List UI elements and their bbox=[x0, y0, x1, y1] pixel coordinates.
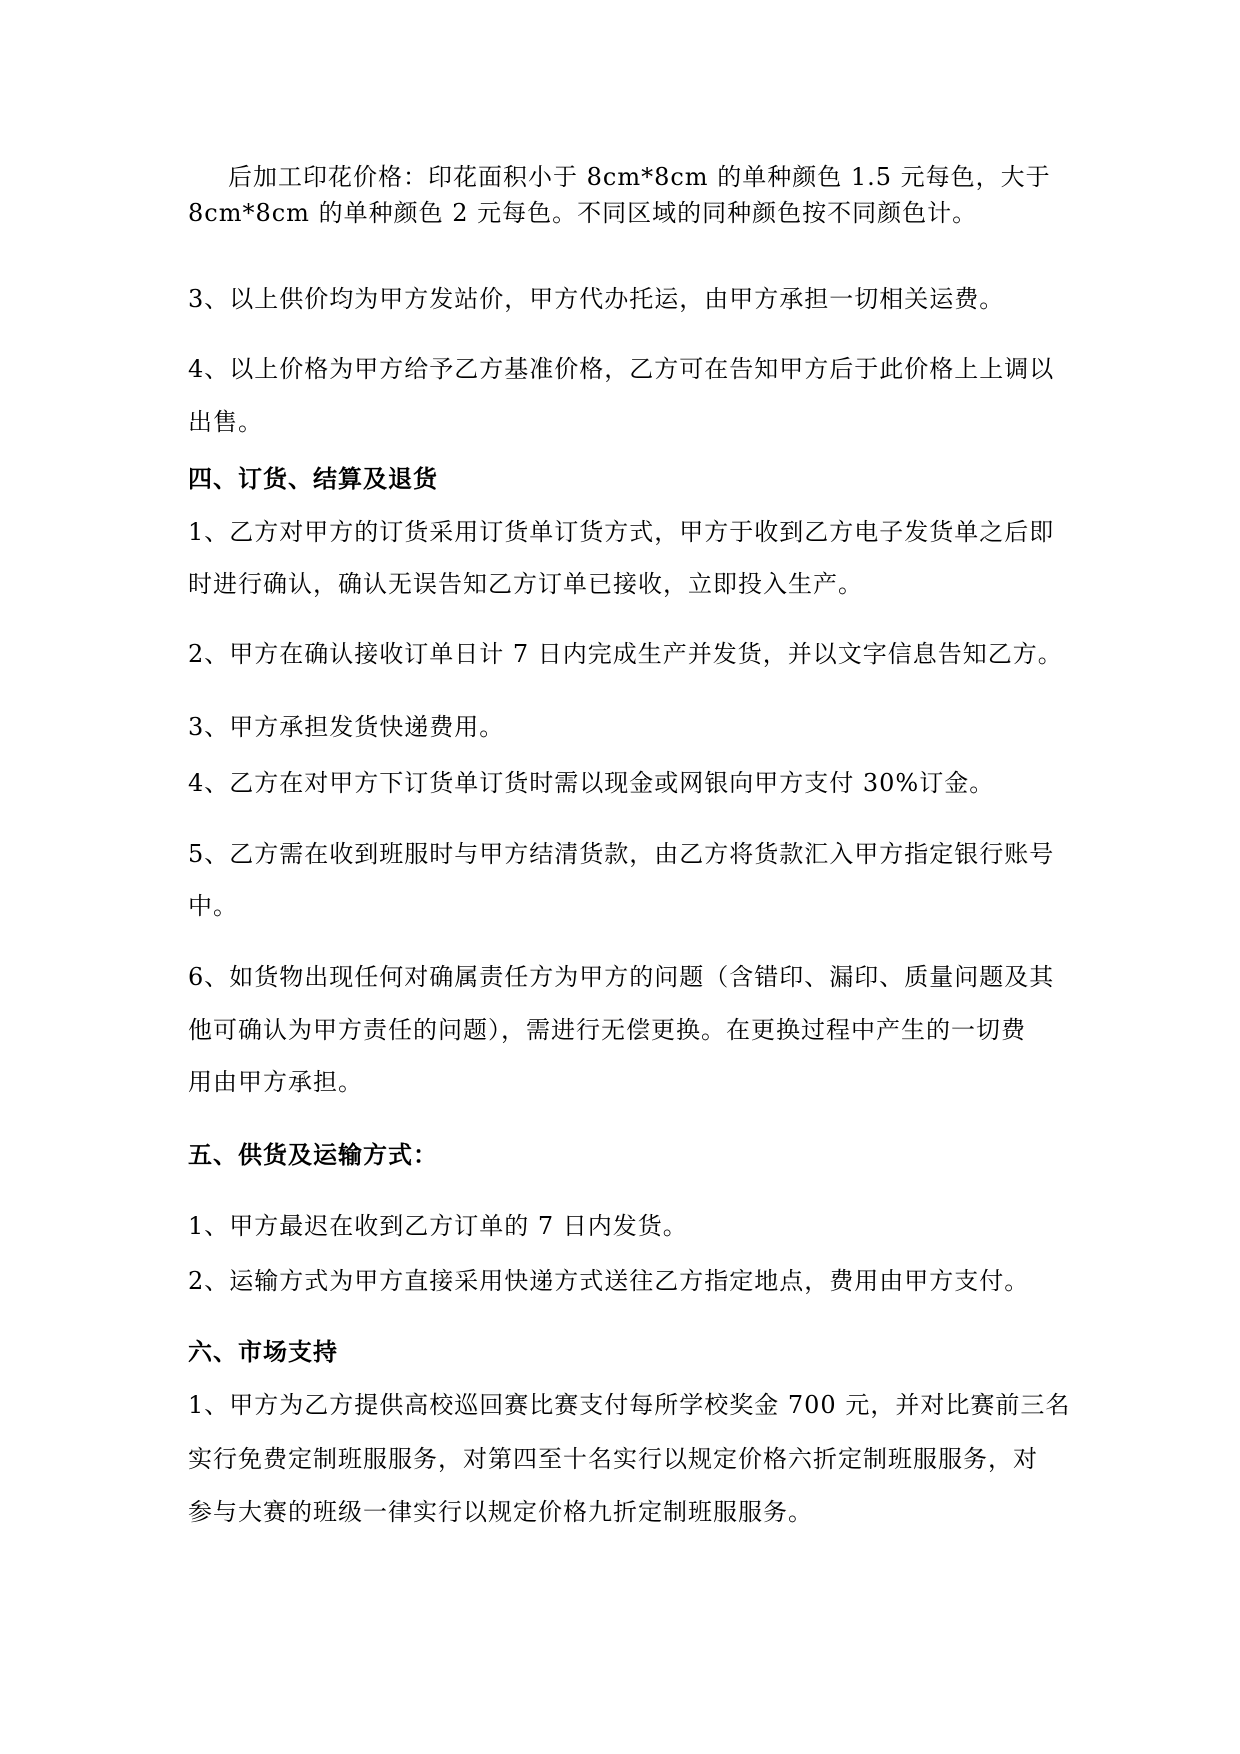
section-4-item-3: 3、甲方承担发货快递费用。 bbox=[188, 713, 505, 741]
item-4-line-1: 4、以上价格为甲方给予乙方基准价格，乙方可在告知甲方后于此价格上上调以 bbox=[188, 355, 1055, 383]
section-6-item-1-line-2: 实行免费定制班服服务，对第四至十名实行以规定价格六折定制班服服务，对 bbox=[188, 1445, 1038, 1473]
section-4-heading: 四、订货、结算及退货 bbox=[188, 465, 438, 493]
section-4-item-4: 4、乙方在对甲方下订货单订货时需以现金或网银向甲方支付 30%订金。 bbox=[188, 769, 995, 797]
print-price-line-2: 8cm*8cm 的单种颜色 2 元每色。不同区域的同种颜色按不同颜色计。 bbox=[188, 199, 978, 227]
section-4-item-1-line-1: 1、乙方对甲方的订货采用订货单订货方式，甲方于收到乙方电子发货单之后即 bbox=[188, 518, 1055, 546]
section-4-item-6-line-1: 6、如货物出现任何对确属责任方为甲方的问题（含错印、漏印、质量问题及其 bbox=[188, 963, 1055, 991]
section-6-item-1-line-3: 参与大赛的班级一律实行以规定价格九折定制班服服务。 bbox=[188, 1498, 813, 1526]
section-5-item-1: 1、甲方最迟在收到乙方订单的 7 日内发货。 bbox=[188, 1212, 688, 1240]
section-4-item-5-line-2: 中。 bbox=[188, 892, 238, 920]
section-4-item-6-line-2: 他可确认为甲方责任的问题），需进行无偿更换。在更换过程中产生的一切费 bbox=[188, 1016, 1026, 1044]
item-3-price-shipping: 3、以上供价均为甲方发站价，甲方代办托运，由甲方承担一切相关运费。 bbox=[188, 285, 1005, 313]
item-4-line-2: 出售。 bbox=[188, 408, 263, 436]
section-5-item-2: 2、运输方式为甲方直接采用快递方式送往乙方指定地点，费用由甲方支付。 bbox=[188, 1267, 1030, 1295]
section-4-item-6-line-3: 用由甲方承担。 bbox=[188, 1068, 363, 1096]
section-6-item-1-line-1: 1、甲方为乙方提供高校巡回赛比赛支付每所学校奖金 700 元，并对比赛前三名 bbox=[188, 1391, 1071, 1419]
print-price-line-1: 后加工印花价格：印花面积小于 8cm*8cm 的单种颜色 1.5 元每色，大于 bbox=[228, 163, 1051, 191]
section-4-item-1-line-2: 时进行确认，确认无误告知乙方订单已接收，立即投入生产。 bbox=[188, 570, 863, 598]
section-6-heading: 六、市场支持 bbox=[188, 1338, 338, 1366]
section-4-item-5-line-1: 5、乙方需在收到班服时与甲方结清货款，由乙方将货款汇入甲方指定银行账号 bbox=[188, 840, 1055, 868]
section-5-heading: 五、供货及运输方式： bbox=[188, 1141, 438, 1169]
section-4-item-2: 2、甲方在确认接收订单日计 7 日内完成生产并发货，并以文字信息告知乙方。 bbox=[188, 640, 1063, 668]
